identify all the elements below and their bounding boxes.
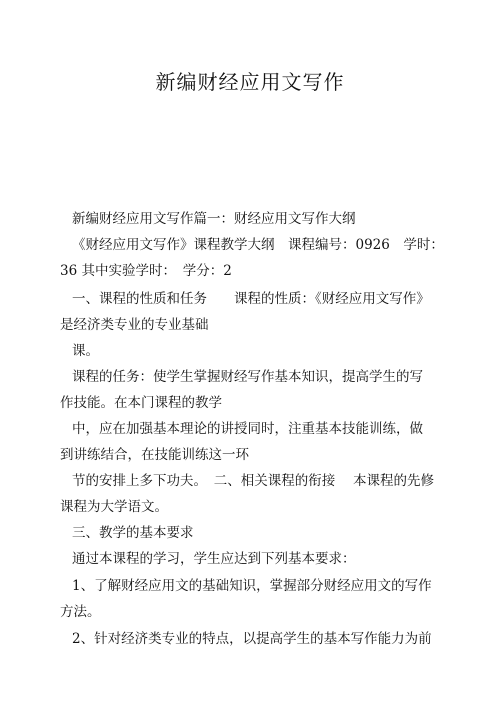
text-line-5: 是经济类专业的专业基础	[60, 317, 209, 333]
text-line-15: 1、了解财经应用文的基础知识，掌握部分财经应用文的写作	[72, 578, 432, 594]
text-line-12: 课程为大学语文。	[60, 499, 168, 515]
text-line-9: 中，应在加强基本理论的讲授同时，注重基本技能训练，做	[72, 421, 423, 437]
text-line-6: 课。	[72, 343, 99, 359]
section-heading-3: 三、教学的基本要求	[72, 525, 194, 541]
text-line-14: 通过本课程的学习，学生应达到下列基本要求：	[72, 551, 356, 567]
text-line-16: 方法。	[60, 604, 101, 620]
text-line-1: 新编财经应用文写作篇一：财经应用文写作大纲	[72, 211, 356, 227]
text-line-4: 一、课程的性质和任务 课程的性质：《财经应用文写作》	[72, 291, 430, 307]
text-line-3: 36 其中实验学时： 学分：2	[60, 263, 232, 279]
text-line-17: 2、针对经济类专业的特点，以提高学生的基本写作能力为前	[72, 631, 432, 647]
text-line-7: 课程的任务：使学生掌握财经写作基本知识，提高学生的写	[72, 369, 423, 385]
text-line-10: 到讲练结合，在技能训练这一环	[60, 447, 249, 463]
text-line-11: 节的安排上多下功夫。 二、相关课程的衔接 本课程的先修	[72, 473, 435, 489]
document-title: 新编财经应用文写作	[155, 70, 345, 94]
text-line-8: 作技能。在本门课程的教学	[60, 395, 222, 411]
text-line-2: 《财经应用文写作》课程教学大纲 课程编号：0926 学时：	[72, 237, 444, 253]
